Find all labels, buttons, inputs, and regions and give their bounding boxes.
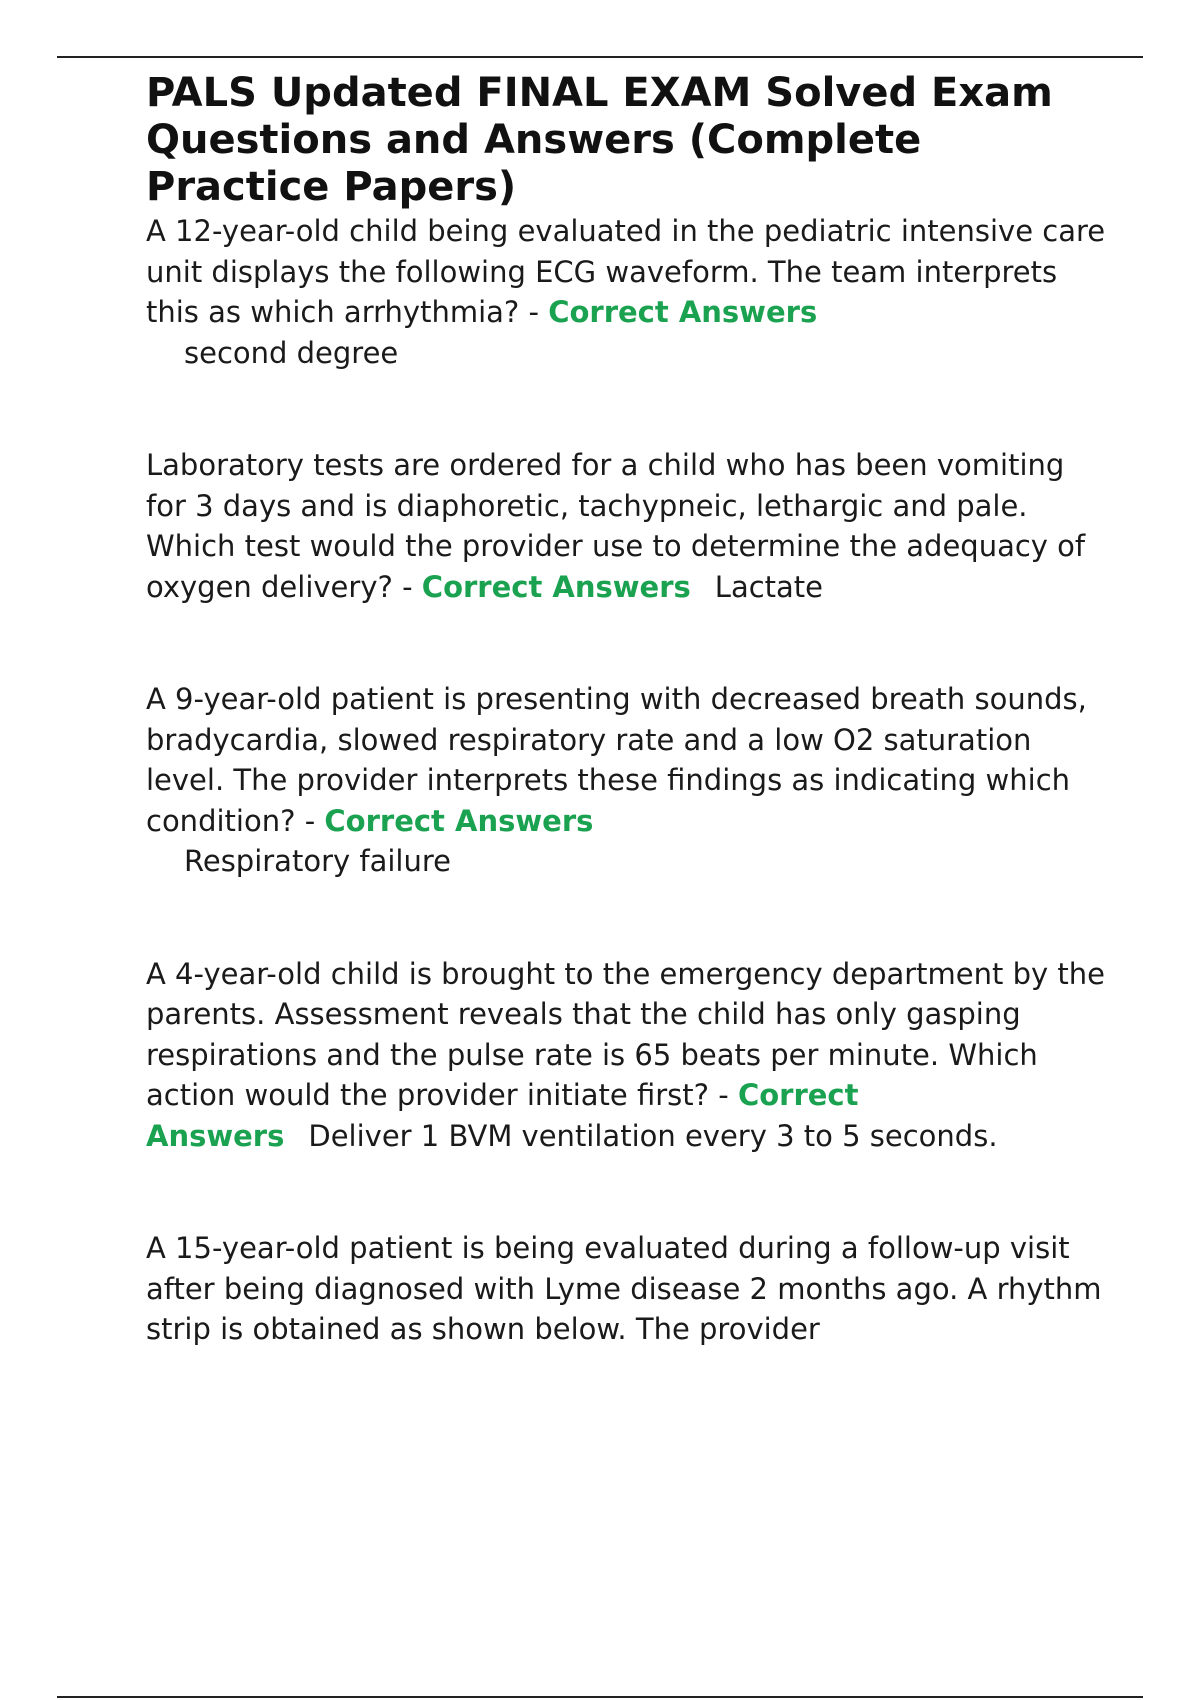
qa-item-2 [146,445,1106,607]
question-text: A 12-year-old child being evaluated in the pediatric intensive care unit displays the following ECG waveform. The team interprets this as which arrhythmia? - [146,214,1106,329]
document-body [146,70,1106,1350]
top-rule [57,56,1143,58]
question-text: A 9-year-old patient is presenting with decreased breath sounds, bradycardia, slowed respiratory rate and a low O2 saturation level. The provider interprets these findings as indicating which condition? - [146,682,1087,838]
answer-text: Respiratory failure [184,844,451,878]
qa-item-1 [146,211,1106,373]
qa-item-5 [146,1228,1106,1350]
question-text: Laboratory tests are ordered for a child who has been vomiting for 3 days and is diaphoretic, tachypneic, lethargic and pale. Which test would the provider use to determine the adequacy of oxygen delivery? - [146,448,1086,604]
question-text: A 4-year-old child is brought to the emergency department by the parents. Assessment reveals that the child has only gasping respirations and the pulse rate is 65 beats per minute. Which action would the provider initiate first? - [146,956,1105,1112]
correct-answers-label: Correct Answers [421,569,691,604]
correct-answers-label: Correct Answers [548,295,818,329]
question-text: A 15-year-old patient is being evaluated during a follow-up visit after being diagnosed with Lyme disease 2 months ago. A rhythm strip is obtained as shown below. The provider [146,1231,1102,1346]
answer-text: Deliver 1 BVM ventilation every 3 to 5 seconds. [308,1118,998,1153]
correct-answers-label: Correct Answers [324,803,594,838]
qa-item-3 [146,679,1106,882]
qa-item-4 [146,954,1106,1157]
answer-text: Lactate [714,569,824,604]
answer-text: second degree [184,335,399,370]
document-title: PALS Updated FINAL EXAM Solved Exam Questions and Answers (Complete Practice Papers) [146,70,1053,210]
correct-answers-label: Correct Answers [146,1078,859,1153]
bottom-rule [57,1696,1143,1698]
